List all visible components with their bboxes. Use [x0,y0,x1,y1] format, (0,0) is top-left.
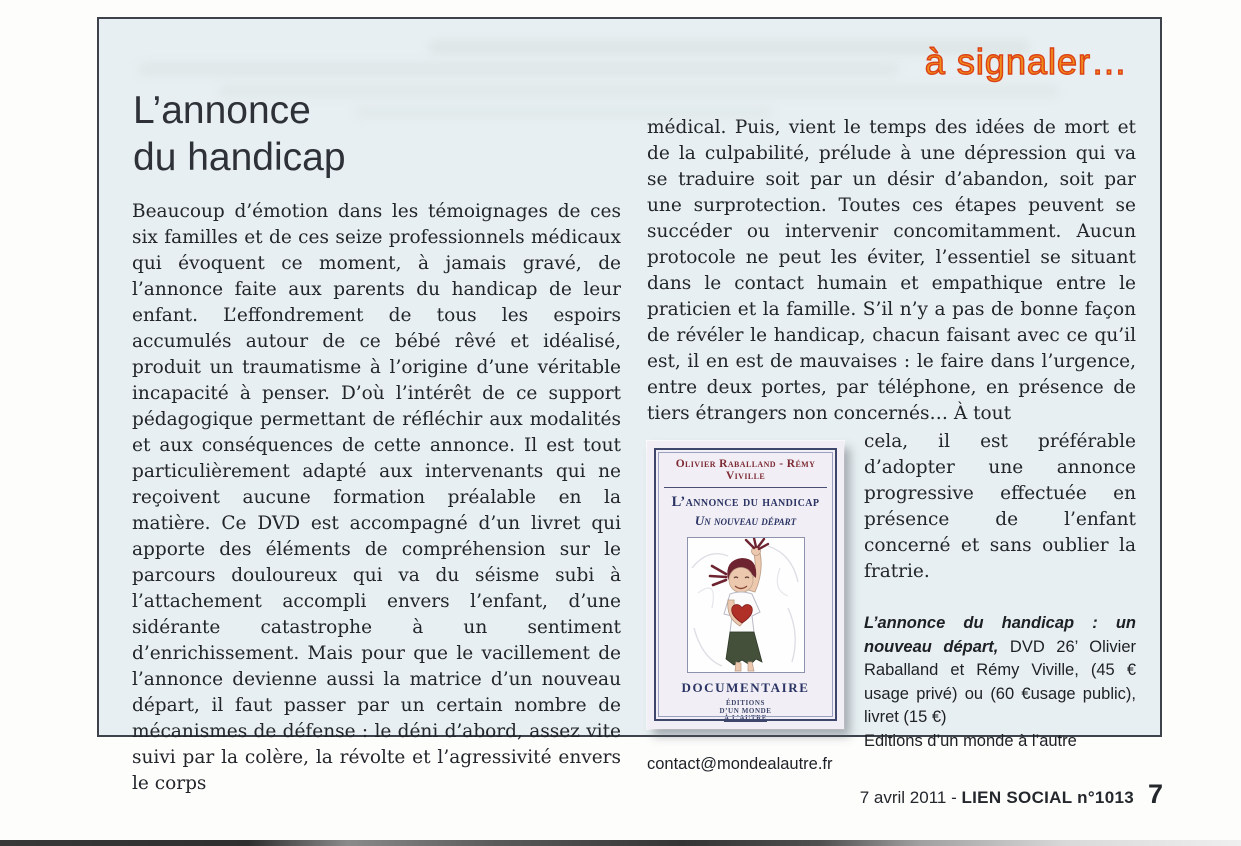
right-column [647,115,1136,777]
publisher-line: ÉDITIONS [725,699,766,707]
dvd-cover-genre: DOCUMENTAIRE [681,680,810,695]
left-column [132,199,621,797]
child-drawing-icon [688,538,804,672]
dvd-cover-subtitle: Un nouveau départ [694,513,797,528]
article-text-left: Beaucoup d’émotion dans les témoignages de ces six familles et de ces seize professionnels médicaux qui évoquent ce moment, à jamais gravé, de l’annonce faite aux parents du handicap de leur enfant. L’effondrement de tous les espoirs accumulés autour de ce bébé rêvé et idéalisé, produit un traumatisme à l’origine d’une véritable incapacité à penser. D’où l’intérêt de ce support pédagogique permettant de réfléchir aux modalités et aux conséquences de cette annonce. Il est tout particulièrement adapté aux intervenants qui ne reçoivent aucune formation préalable en la matière. Ce DVD est accompagné d’un livret qui apporte des éléments de compréhension sur le parcours douloureux qui va du séisme subi à l’attachement accompli envers l’enfant, d’une sidérante catastrophe à un sentiment d’enrichissement. Mais pour que le vacillement de l’annonce devienne aussi la matrice d’un nouveau départ, il faut passer par un certain nombre de mécanismes de défense : le déni d’abord, assez vite suivi par la colère, la révolte et l’agressivité envers le corps [132,201,621,794]
dvd-cover-frame [654,448,837,721]
dvd-cover-publisher-logo [662,700,829,723]
footer-page-number: 7 [1147,779,1163,809]
dvd-cover [647,441,844,729]
article-title [133,87,346,181]
section-header: à signaler… [924,41,1128,82]
publisher-line: À L’AUTRE [723,714,768,722]
caption-contact-email: contact@mondealautre.fr [647,755,833,773]
article-title-line2: du handicap [133,136,346,179]
footer-journal-issue: LIEN SOCIAL n°1013 [961,788,1134,807]
article-text-beside-cover: cela, il est préférable d’adopter une annonce progressive effectuée en présence de l’enfant concerné et sans oublier la fratrie. [864,431,1136,582]
scan-edge-artifact [0,840,1241,846]
article-title-line1: L’annonce [133,89,311,132]
article-text-right-top: médical. Puis, vient le temps des idées de mort et de la culpabilité, prélude à une dépression qui va se traduire soit par un désir d’abandon, soit par une surprotection. Toutes ces étapes peuvent se succéder ou intervenir concomitamment. Aucun protocole ne peut les éviter, l’essentiel se situant dans le contact humain et empathique entre le praticien et la famille. S’il n’y a pas de bonne façon de révéler le handicap, chacun faisant avec ce qu’il est, il en est de mauvaises : le faire dans l’urgence, entre deux portes, par téléphone, en présence de tiers étrangers non concernés… À tout [647,117,1136,424]
publisher-line: D’UN MONDE [719,706,772,715]
footer-date: 7 avril 2011 - [859,788,962,807]
article-panel [97,17,1162,794]
right-column-lower [647,429,1136,777]
dvd-cover-illustration [687,537,805,673]
bleed-through-smudge [139,63,899,75]
caption-title: L’annonce du handicap : un nouveau départ, [864,614,1136,656]
dvd-cover-title: L’annonce du handicap [671,494,820,510]
dvd-cover-authors: Olivier Raballand - Rémy Viville [664,458,827,488]
caption-publisher: Editions d’un monde à l’autre [864,731,1077,750]
caption-details: DVD 26’ Olivier Raballand et Rémy Viville, (45 € usage privé) ou (60 €usage public), livret (15 €) [864,637,1136,726]
page-footer [860,779,1163,810]
